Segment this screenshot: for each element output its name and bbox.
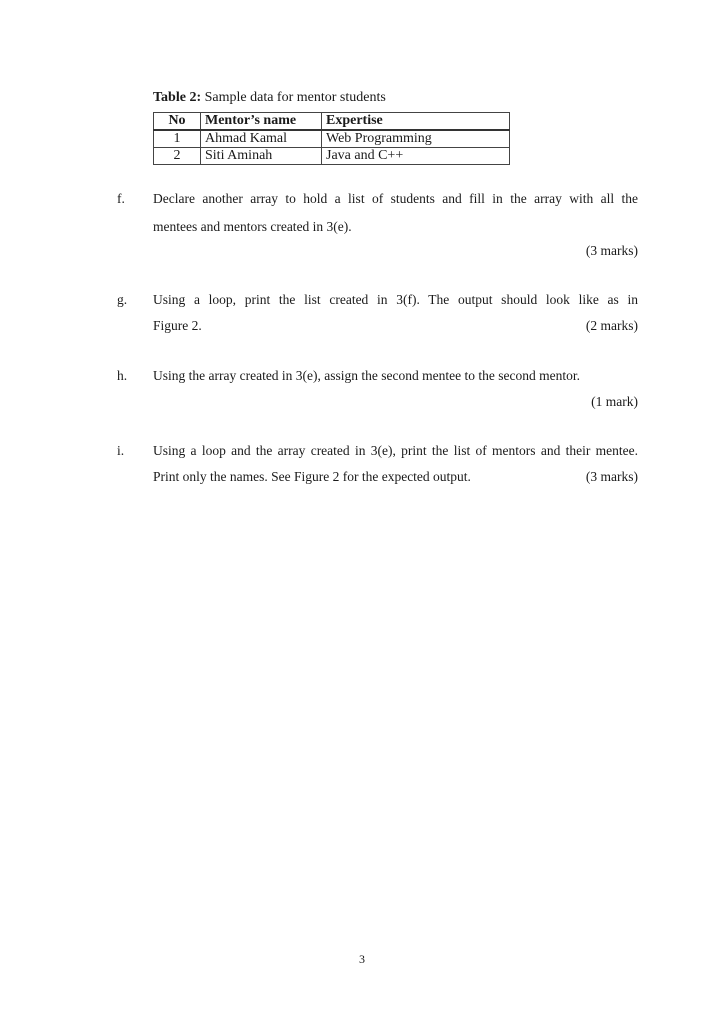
question-text-line: Using a loop and the array created in 3(e), print the list of mentors and their mentee.: [153, 443, 638, 458]
cell-expertise: Java and C++: [322, 148, 510, 165]
cell-mentor-name: Ahmad Kamal: [201, 130, 322, 148]
table-header-row: [154, 113, 510, 131]
header-no: No: [154, 113, 201, 131]
table-caption: [153, 89, 386, 107]
mentor-table: [153, 112, 510, 165]
question-text-line: Declare another array to hold a list of students and fill in the array with all the: [153, 191, 638, 206]
question-marks: (3 marks): [585, 469, 638, 484]
question-text-line: Print only the names. See Figure 2 for the expected output.: [153, 469, 471, 484]
page-number: 3: [359, 952, 365, 966]
table-caption-label: Table 2:: [153, 90, 202, 105]
cell-no: 1: [154, 130, 201, 148]
question-text-line: Using the array created in 3(e), assign the second mentee to the second mentor.: [153, 368, 580, 383]
header-mentor-name: Mentor’s name: [201, 113, 322, 131]
table-row: [154, 130, 510, 148]
table-caption-text: Sample data for mentor students: [201, 90, 386, 105]
question-marks: (3 marks): [585, 243, 638, 258]
question-letter: g.: [117, 292, 128, 307]
question-text-line: Using a loop, print the list created in 3(f). The output should look like as in: [153, 292, 638, 307]
cell-expertise: Web Programming: [322, 130, 510, 148]
cell-mentor-name: Siti Aminah: [201, 148, 322, 165]
question-marks: (1 mark): [591, 394, 638, 409]
table-row: [154, 148, 510, 165]
question-letter: i.: [117, 443, 125, 458]
question-marks: (2 marks): [585, 318, 638, 333]
question-text-line: mentees and mentors created in 3(e).: [153, 219, 352, 234]
question-text-line: Figure 2.: [153, 318, 202, 333]
question-letter: h.: [117, 368, 128, 383]
header-expertise: Expertise: [322, 113, 510, 131]
question-letter: f.: [117, 191, 125, 206]
cell-no: 2: [154, 148, 201, 165]
